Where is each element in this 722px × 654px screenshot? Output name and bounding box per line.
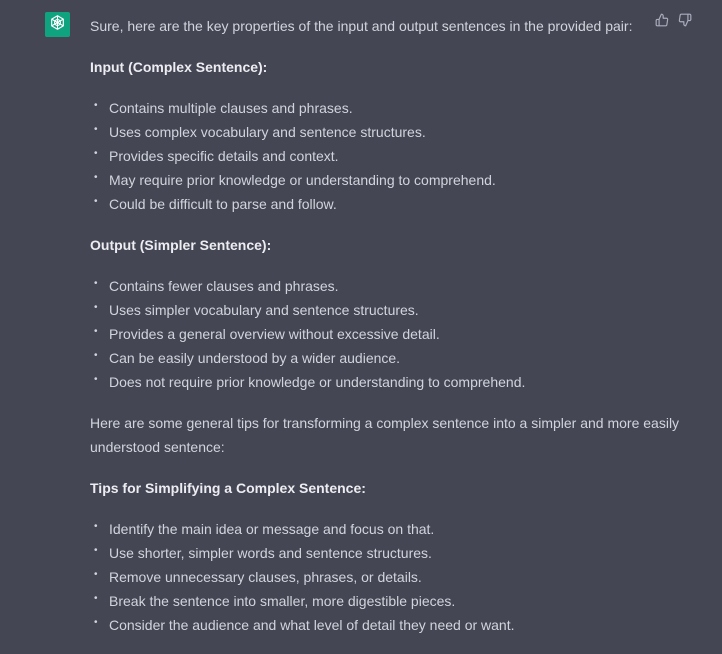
openai-logo-icon: [49, 14, 66, 36]
input-properties-list: [90, 96, 690, 216]
list-item: • Break the sentence into smaller, more digestible pieces.: [90, 589, 690, 613]
list-item: • Remove unnecessary clauses, phrases, or details.: [90, 565, 690, 589]
list-item: • Could be difficult to parse and follow.: [90, 192, 690, 216]
list-item: • Consider the audience and what level of detail they need or want.: [90, 613, 690, 637]
tips-list: [90, 517, 690, 637]
output-properties-list: [90, 274, 690, 394]
list-item: • Uses complex vocabulary and sentence structures.: [90, 120, 690, 144]
section-heading-output: Output (Simpler Sentence):: [90, 237, 272, 253]
list-item: • Use shorter, simpler words and sentence structures.: [90, 541, 690, 565]
section-heading-input: Input (Complex Sentence):: [90, 59, 268, 75]
list-item: • Does not require prior knowledge or understanding to comprehend.: [90, 370, 690, 394]
assistant-message: [90, 14, 690, 654]
message-intro: Sure, here are the key properties of the input and output sentences in the provided pair:: [90, 18, 633, 34]
assistant-avatar: [45, 12, 70, 37]
tips-intro: Here are some general tips for transforming a complex sentence into a simpler and more easily understood sentence:: [90, 415, 680, 455]
list-item: • May require prior knowledge or understanding to comprehend.: [90, 168, 690, 192]
list-item: • Can be easily understood by a wider audience.: [90, 346, 690, 370]
list-item: • Uses simpler vocabulary and sentence structures.: [90, 298, 690, 322]
list-item: • Contains multiple clauses and phrases.: [90, 96, 690, 120]
list-item: • Provides specific details and context.: [90, 144, 690, 168]
list-item: • Contains fewer clauses and phrases.: [90, 274, 690, 298]
list-item: • Provides a general overview without excessive detail.: [90, 322, 690, 346]
list-item: • Identify the main idea or message and focus on that.: [90, 517, 690, 541]
section-heading-tips: Tips for Simplifying a Complex Sentence:: [90, 480, 366, 496]
